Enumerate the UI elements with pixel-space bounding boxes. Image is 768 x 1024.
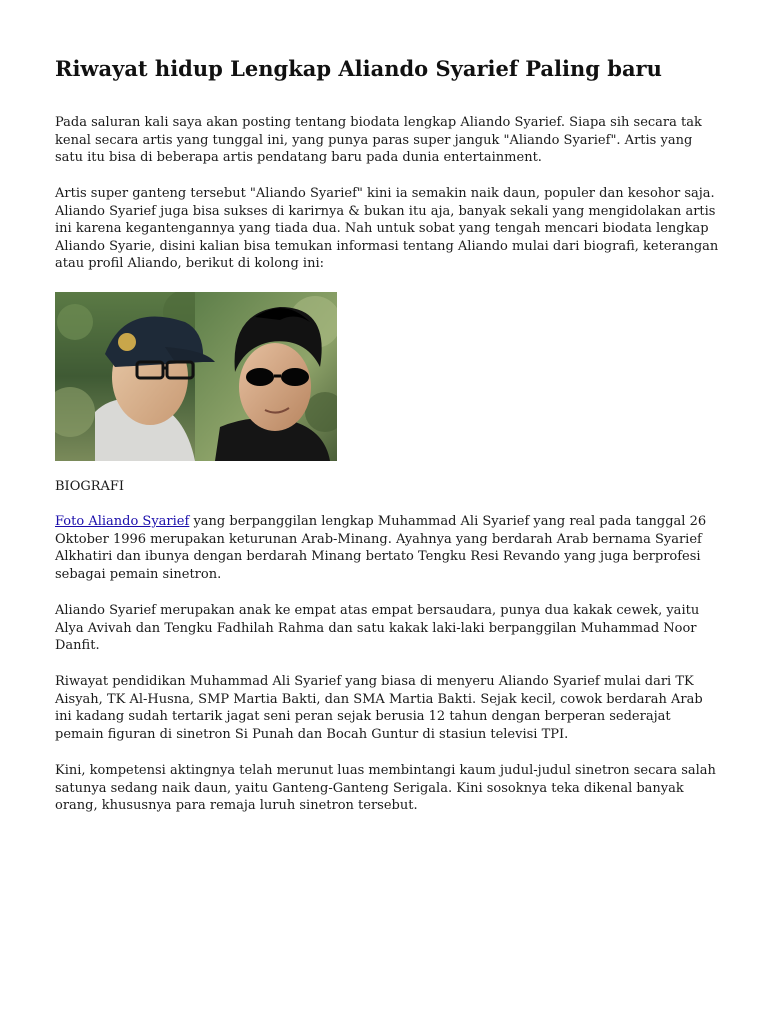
- paragraph-siblings: Aliando Syarief merupakan anak ke empat atas empat bersaudara, punya dua kakak cewek, yaitu Alya Avivah dan Tengku Fadhilah Rahma dan satu kakak laki-laki berpanggilan Muhammad Noor Danfit.: [55, 603, 700, 654]
- foto-aliando-link[interactable]: Foto Aliando Syarief: [55, 514, 190, 529]
- section-heading-biografi: BIOGRAFI: [55, 479, 125, 494]
- paragraph-education: Riwayat pendidikan Muhammad Ali Syarief yang biasa di menyeru Aliando Syarief mulai dari TK Aisyah, TK Al-Husna, SMP Martia Bakti, dan SMA Martia Bakti. Sejak kecil, cowok berdarah Arab ini kadang sudah tertarik jagat seni peran sejak berusia 12 tahun dengan berperan sederajat pemain figuran di sinetron Si Punah dan Bocah Guntur di stasiun televisi TPI.: [55, 674, 703, 742]
- article-title: Riwayat hidup Lengkap Aliando Syarief Paling baru: [55, 56, 662, 81]
- paragraph-career: Kini, kompetensi aktingnya telah merunut luas membintangi kaum judul-judul sinetron secara salah satunya sedang naik daun, yaitu Ganteng-Ganteng Serigala. Kini sosoknya teka dikenal banyak orang, khususnya para remaja luruh sinetron tersebut.: [55, 763, 716, 814]
- paragraph-intro: Pada saluran kali saya akan posting tentang biodata lengkap Aliando Syarief. Siapa sih secara tak kenal secara artis yang tunggal ini, yang punya paras super janguk "Aliando Syarief". Artis yang satu itu bisa di beberapa artis pendatang baru pada dunia entertainment.: [55, 115, 702, 166]
- aliando-photo-collage: [55, 292, 337, 461]
- paragraph-biography: [55, 513, 720, 583]
- paragraph-artist-popularity: Artis super ganteng tersebut "Aliando Syarief" kini ia semakin naik daun, populer dan kesohor saja. Aliando Syarief juga bisa sukses di karirnya & bukan itu aja, banyak sekali yang mengidolakan artis ini karena kegantengannya yang tiada dua. Nah untuk sobat yang tengah mencari biodata lengkap Aliando Syarie, disini kalian bisa temukan informasi tentang Aliando mulai dari biografi, keterangan atau profil Aliando, berikut di kolong ini:: [55, 186, 719, 272]
- paragraph-biography-text: yang berpanggilan lengkap Muhammad Ali Syarief yang real pada tanggal 26 Oktober 1996 merupakan keturunan Arab-Minang. Ayahnya yang berdarah Arab bernama Syarief Alkhatiri dan ibunya dengan berdarah Minang bertato Tengku Resi Revando yang juga berprofesi sebagai pemain sinetron.: [55, 514, 707, 582]
